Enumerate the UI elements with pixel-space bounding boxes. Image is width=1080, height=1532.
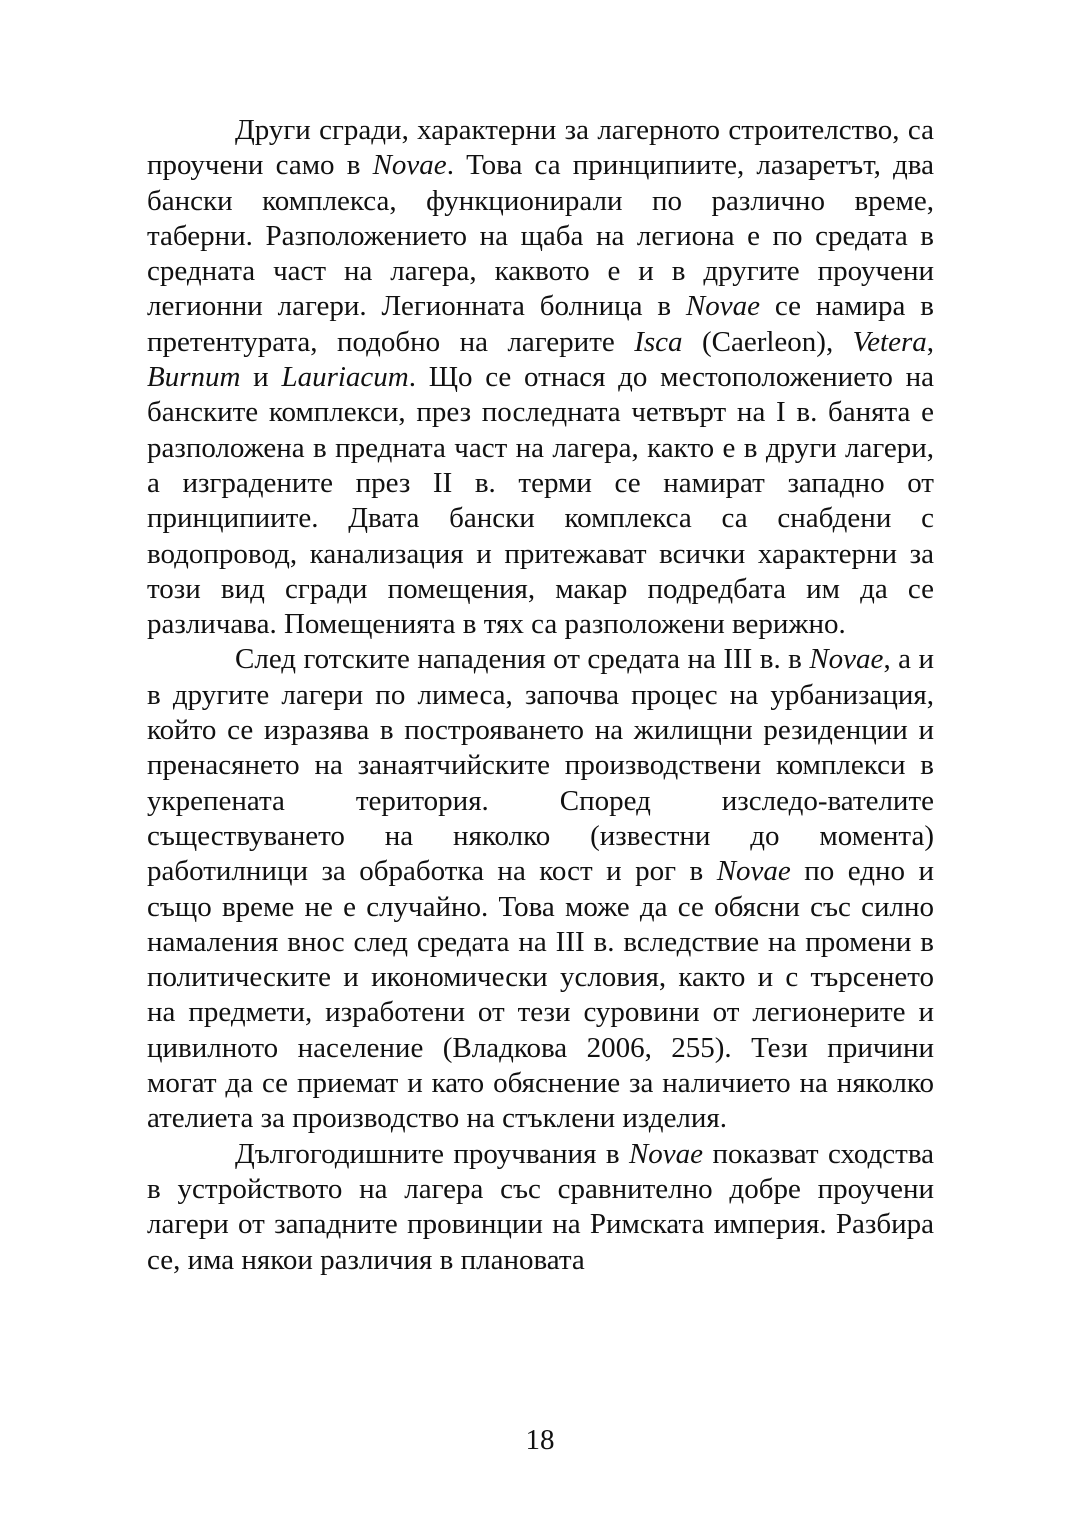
text-run: и (240, 361, 282, 394)
text-run: . Това са принципиите, лазаретът, два бански комплекса, функционирали по различно време, таберни. Разположението на щаба на легиона е по средата в средната част на лагера, каквото е и в другите проучени легионни лагери. Легионната болница в (147, 149, 934, 323)
text-run: , (926, 325, 934, 358)
text-run-italic: Novae (372, 149, 447, 182)
text-run: по едно и също време не е случайно. Това може да се обясни със силно намаления внос след средата на III в. вследствие на промени в политическите и икономически условия, както и с търсенето на предмети, изработени от тези суровини от легионерите и цивилното население (Владкова 2006, 255). Тези причини могат да се приемат и като обяснение за наличието на няколко ателиета за производство на стъклени изделия. (147, 855, 935, 1135)
text-run-italic: Lauriacum (281, 361, 409, 394)
text-run-italic: Novae (685, 290, 760, 323)
text-run-italic: Vetera (852, 325, 927, 358)
text-run: се намира в претентурата, подобно на лагерите (147, 290, 934, 358)
text-run: . Що се отнася до местоположението на банските комплекси, през последната четвърт на I в. банята е разположена в предната част на лагера, както е в други лагери, а изградените през II в. терми се намират западно от принципиите. Двата бански комплекса са снабдени с водопровод, канализация и притежават всички характерни за този вид сгради помещения, макар подредбата им да се различава. Помещенията в тях са разположени верижно. (147, 361, 934, 641)
paragraph-1 (147, 113, 934, 642)
text-run: Дългогодишните проучвания в (235, 1137, 629, 1170)
text-run-italic: Burnum (147, 361, 241, 394)
page-number: 18 (525, 1424, 555, 1456)
text-run: (Caerleon), (682, 325, 853, 358)
text-run-italic: Novae (809, 643, 884, 676)
text-run: показват сходства в устройството на лагера със сравнително добре проучени лагери от западните провинции на Римската империя. Разбира се, има някои различия в плановата (147, 1137, 935, 1276)
text-run: , а и в другите лагери по лимеса, започва процес на урбанизация, който се изразява в построяването на жилищни резиденции и пренасянето на занаятчийските производствени комплекси в укрепената територия. Според изследо-вателите съществуването на няколко (известни до момента) работилници за обработка на кост и рог в (147, 643, 934, 888)
text-run-italic: Novae (716, 855, 791, 888)
text-run: След готските нападения от средата на III в. в (235, 643, 810, 676)
paragraph-2 (147, 642, 934, 1136)
page-body (147, 113, 934, 1278)
paragraph-3 (147, 1137, 934, 1278)
text-run-italic: Isca (634, 325, 683, 358)
text-run-italic: Novae (628, 1137, 704, 1170)
text-run: Други сгради, характерни за лагерното строителство, са проучени само в (147, 114, 934, 182)
